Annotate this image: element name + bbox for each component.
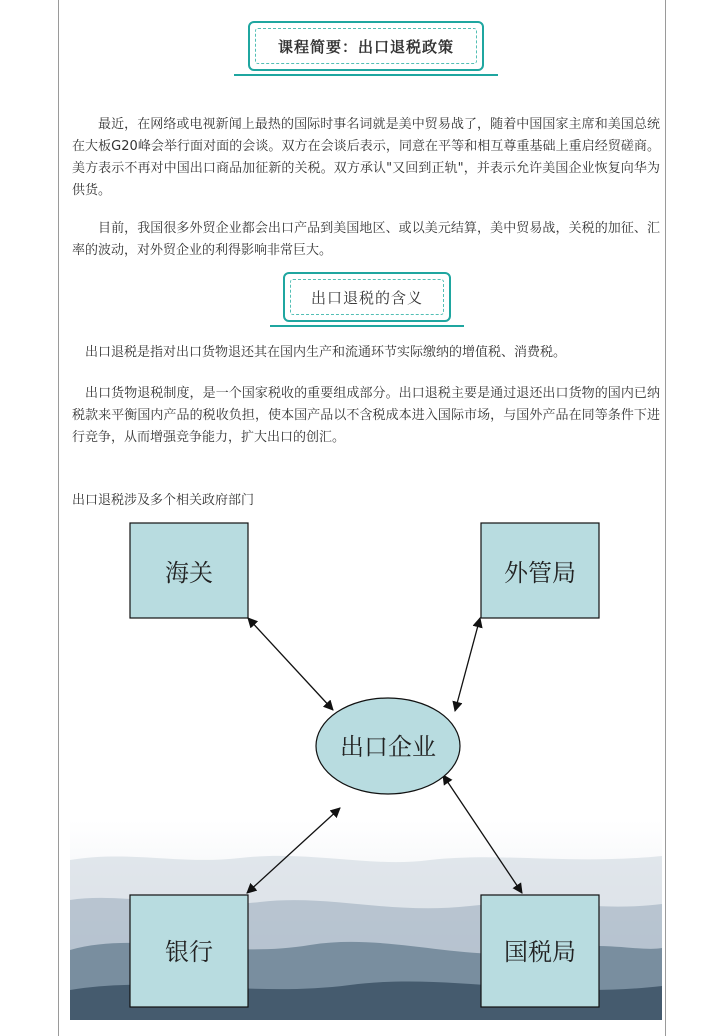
node-center-label: 出口企业	[340, 733, 436, 761]
node-center	[316, 698, 460, 794]
intro-paragraph-1: 最近，在网络或电视新闻上最热的国际时事名词就是美中贸易战了，随着中国国家主席和美国总统在大板G20峰会举行面对面的会谈。双方在会谈后表示，同意在平等和相互尊重基础上重启经贸磋商。美方表示不再对中国出口商品加征新的关税。双方承认"又回到正轨"，并表示允许美国企业恢复向华为供货。	[72, 117, 660, 198]
arrow-forex	[455, 618, 480, 711]
node-customs	[130, 523, 248, 618]
node-customs-label: 海关	[165, 559, 213, 587]
node-tax-label: 国税局	[504, 938, 576, 966]
departments-diagram	[70, 520, 662, 1020]
node-tax	[481, 895, 599, 1007]
diagram-caption: 出口退税涉及多个相关政府部门	[72, 493, 255, 508]
section-title-underline	[270, 325, 464, 327]
node-forex	[481, 523, 599, 618]
course-title-underline	[234, 74, 498, 76]
system-paragraph: 出口货物退税制度，是一个国家税收的重要组成部分。出口退税主要是通过退还出口货物的国内已纳税款来平衡国内产品的税收负担，使本国产品以不含税成本进入国际市场，与国外产品在同等条件下进行竞争，从而增强竞争能力，扩大出口的创汇。	[72, 386, 660, 445]
arrow-customs	[248, 618, 333, 710]
course-title: 课程简要：出口退税政策	[255, 28, 477, 64]
node-forex-label: 外管局	[504, 559, 576, 587]
section-title: 出口退税的含义	[290, 279, 444, 315]
node-bank	[130, 895, 248, 1007]
section-title-box	[283, 272, 451, 322]
intro-paragraph-2: 目前，我国很多外贸企业都会出口产品到美国地区、或以美元结算，美中贸易战，关税的加征、汇率的波动，对外贸企业的利得影响非常巨大。	[72, 221, 660, 258]
definition-paragraph: 出口退税是指对出口货物退还其在国内生产和流通环节实际缴纳的增值税、消费税。	[85, 345, 567, 360]
course-title-box	[248, 21, 484, 71]
node-bank-label: 银行	[165, 938, 213, 966]
